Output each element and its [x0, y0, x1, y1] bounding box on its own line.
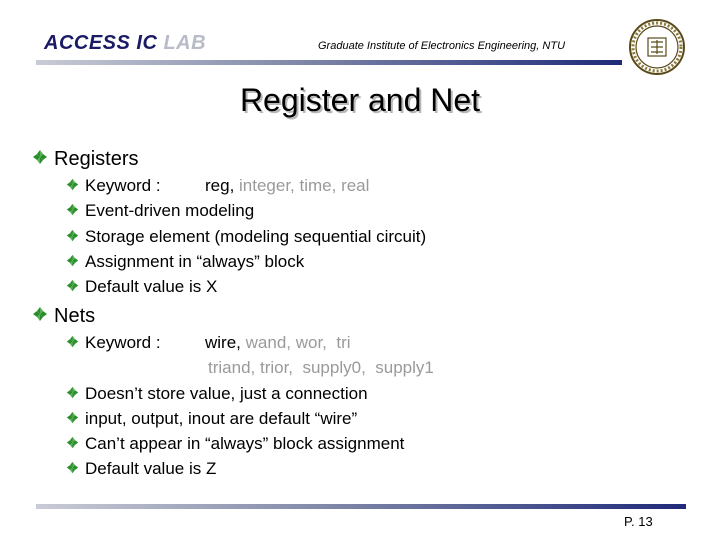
keyword-main: reg,	[205, 176, 235, 195]
list-item	[66, 459, 216, 479]
list-item	[66, 201, 254, 221]
diamond-bullet-icon	[66, 277, 79, 297]
keyword-label: Keyword :	[85, 333, 161, 352]
diamond-bullet-icon	[66, 176, 79, 196]
diamond-bullet-icon	[66, 384, 79, 404]
section-nets	[32, 305, 95, 328]
lab-title-main: ACCESS IC	[44, 32, 164, 54]
university-seal-icon	[628, 18, 686, 76]
diamond-bullet-icon	[66, 252, 79, 272]
section-heading: Registers	[54, 148, 139, 170]
list-item-text: Default value is X	[85, 277, 218, 296]
diamond-bullet-icon	[66, 434, 79, 454]
list-item-text: Doesn’t store value, just a connection	[85, 384, 368, 403]
list-item	[66, 277, 217, 297]
list-item	[66, 409, 357, 429]
list-item	[66, 333, 351, 353]
list-item-text: Storage element (modeling sequential circuit)	[85, 227, 427, 246]
page-number: P. 13	[624, 514, 653, 529]
list-item	[66, 384, 368, 404]
institute-name: Graduate Institute of Electronics Engineering, NTU	[318, 40, 566, 52]
lab-title-fade: LAB	[163, 32, 207, 54]
footer-rule	[36, 504, 686, 509]
section-registers	[32, 148, 138, 171]
diamond-bullet-icon	[66, 227, 79, 247]
page-title: Register and Net	[239, 82, 481, 118]
list-item	[66, 252, 304, 272]
diamond-bullet-icon	[66, 333, 79, 353]
lab-title	[44, 32, 206, 55]
section-heading: Nets	[54, 305, 96, 327]
keyword-label: Keyword :	[85, 176, 161, 195]
diamond-bullet-icon	[66, 409, 79, 429]
list-item-text: Event-driven modeling	[85, 201, 255, 220]
list-item-text: Can’t appear in “always” block assignment	[85, 434, 405, 453]
header-rule	[36, 60, 622, 65]
diamond-bullet-icon	[32, 148, 48, 171]
list-item	[66, 227, 426, 247]
list-item	[66, 176, 369, 196]
list-item-text: Assignment in “always” block	[85, 252, 305, 271]
keyword-rest: wand, wor, tri	[240, 333, 351, 352]
diamond-bullet-icon	[66, 459, 79, 479]
keyword-main: wire,	[205, 333, 241, 352]
list-item-text: input, output, inout are default “wire”	[85, 409, 358, 428]
list-item	[66, 434, 404, 454]
keyword-continuation: triand, trior, supply0, supply1	[208, 358, 434, 377]
diamond-bullet-icon	[32, 305, 48, 328]
list-item-text: Default value is Z	[85, 459, 217, 478]
keyword-rest: integer, time, real	[234, 176, 370, 195]
diamond-bullet-icon	[66, 201, 79, 221]
